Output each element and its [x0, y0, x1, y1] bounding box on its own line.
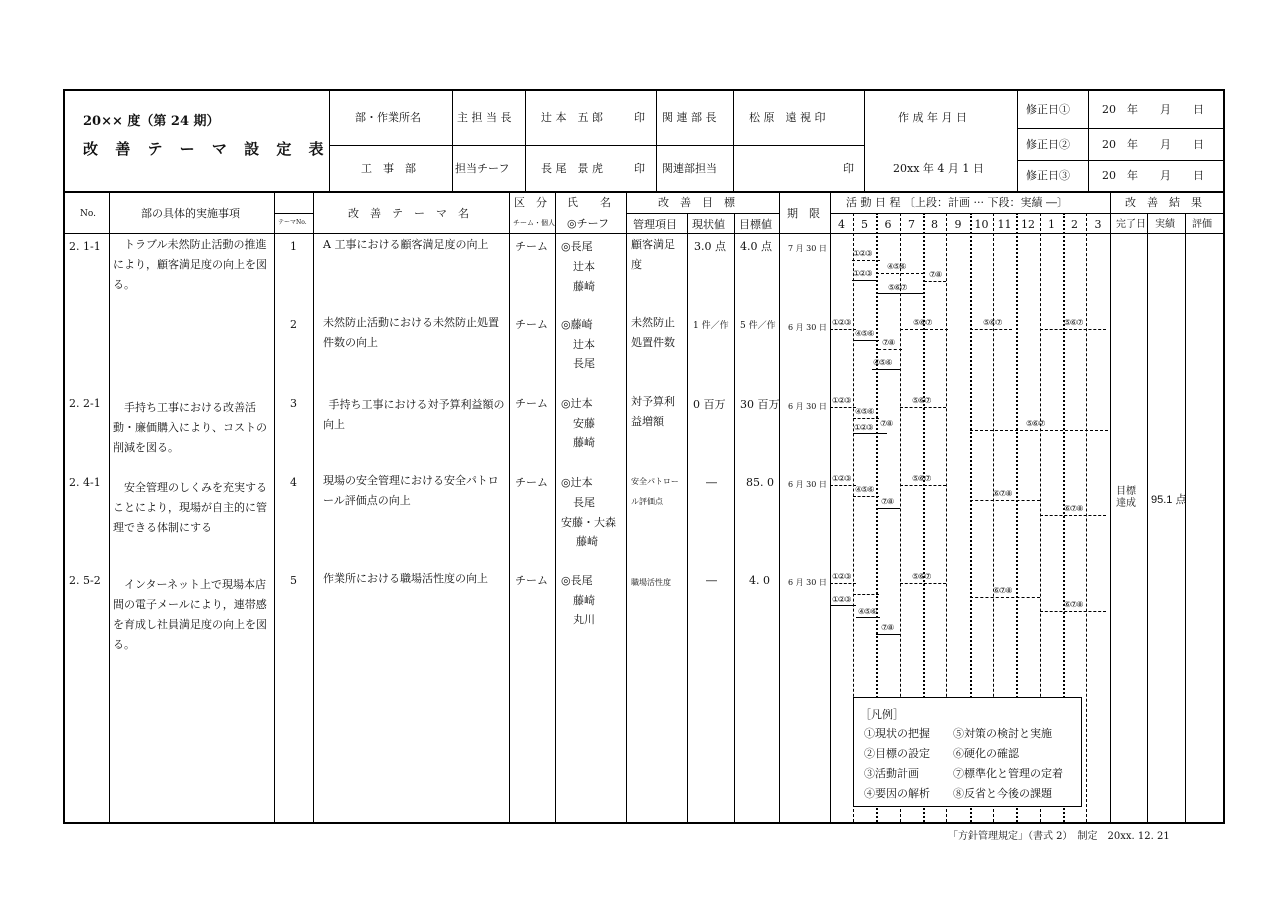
- plan-bar: [970, 430, 1108, 431]
- plan-bar: [900, 407, 946, 408]
- row-target: 30 百万: [740, 398, 780, 411]
- plan-bar: [830, 407, 856, 408]
- col-dept-item: 部の具体的実施事項: [141, 207, 240, 220]
- row-theme-no: 4: [290, 476, 297, 489]
- rel-staff-seal: 印: [843, 162, 854, 175]
- row-no: 2. 1-1: [69, 240, 101, 253]
- step-label: ⑤⑥⑦: [912, 572, 931, 581]
- col-kubun: 区 分: [514, 196, 547, 209]
- row-theme-no: 3: [290, 397, 297, 410]
- step-label: ⑥⑦⑧: [993, 586, 1012, 595]
- colhead-bottom-line: [64, 233, 1224, 234]
- row-dept-item: 手持ち工事における改善活動・廉価購入により、コストの削減を図る。: [113, 401, 267, 454]
- step-label: ①②③: [832, 572, 851, 581]
- manager-seal: 印: [634, 111, 645, 124]
- row-theme: A 工事における顧客満足度の向上: [323, 238, 489, 251]
- legend-title: ［凡例］: [860, 708, 904, 721]
- plan-bar: [853, 496, 879, 497]
- row-name-2: 辻本: [573, 338, 595, 351]
- header-mid-line: [329, 145, 864, 146]
- themeno-sub-line: [274, 213, 313, 214]
- plan-bar: [830, 329, 856, 330]
- footer-note: 「方針管理規定」（書式 2） 制定 20xx. 12. 21: [948, 831, 1170, 842]
- chief-name: 長 尾 景 虎: [541, 162, 603, 175]
- cv-no: [109, 191, 110, 823]
- step-label: ⑤⑥⑦: [913, 318, 932, 327]
- row-goal-item: 安全パトロール評価点: [631, 477, 679, 506]
- row-goal-item: 顧客満足度: [631, 238, 675, 271]
- created-label: 作 成 年 月 日: [898, 111, 967, 124]
- row-theme: 現場の安全管理における安全パトロール評価点の向上: [323, 474, 499, 507]
- step-label: ⑥⑦⑧: [993, 489, 1012, 498]
- row-name-1: ◎藤崎: [561, 318, 593, 331]
- row-target: 4.0 点: [740, 240, 772, 253]
- manager-name: 辻 本 五 郎: [541, 111, 603, 124]
- legend-item: ⑦標準化と管理の定着: [953, 767, 1063, 780]
- row-deadline: 6 月 30 日: [788, 323, 827, 332]
- hv-8: [1088, 89, 1089, 191]
- header-bottom-line: [64, 191, 1224, 193]
- form-title: 改 善 テ ー マ 設 定 表: [83, 140, 330, 158]
- actual-bar: [852, 280, 876, 281]
- row-no: 2. 2-1: [69, 397, 101, 410]
- col-schedule: 活 動 日 程 〔上段：計画 ··· 下段：実績 ―〕: [846, 196, 1068, 209]
- plan-bar: [878, 349, 902, 350]
- row-target: 5 件／作: [740, 321, 776, 331]
- border-left: [63, 89, 65, 824]
- row-deadline: 6 月 30 日: [788, 578, 827, 587]
- row-name-3: 藤崎: [573, 436, 595, 449]
- legend-item: ②目標の設定: [864, 747, 930, 760]
- row-deadline: 7 月 30 日: [788, 244, 827, 253]
- plan-bar: [1040, 611, 1106, 612]
- col-no: No.: [80, 209, 96, 219]
- step-label: ⑤⑥⑦: [1026, 419, 1045, 428]
- row-goal-item: 未然防止処置件数: [631, 316, 675, 349]
- month-label: 8: [931, 218, 938, 231]
- row-name-3: 藤崎: [573, 280, 595, 293]
- col-deadline: 期 限: [787, 207, 820, 220]
- step-label: ⑤⑥⑦: [1064, 318, 1083, 327]
- step-label: ④⑤⑥: [873, 358, 892, 367]
- step-label: ④⑤⑥: [855, 407, 874, 416]
- col-theme: 改 善 テ ー マ 名: [348, 207, 469, 220]
- row-name-1: ◎長尾: [561, 240, 593, 253]
- row-dept-item: インターネット上で現場本店間の電子メールにより，連帯感を育成し社員満足度の向上を図る。: [113, 578, 267, 651]
- hv-4: [656, 89, 657, 191]
- goal-sub-line: [626, 213, 779, 214]
- row-theme-no: 2: [290, 318, 297, 331]
- row-no: 2. 4-1: [69, 476, 101, 489]
- row-kubun: チーム: [515, 397, 548, 410]
- row-deadline: 6 月 30 日: [788, 480, 827, 489]
- col-result-actual: 実績: [1155, 219, 1175, 230]
- cv-goal1: [687, 213, 688, 823]
- month-label: 4: [838, 218, 845, 231]
- actual-bar: [872, 369, 900, 370]
- step-label: ⑥⑦⑧: [1064, 504, 1083, 513]
- month-label: 7: [908, 218, 915, 231]
- step-label: ①②③: [853, 269, 872, 278]
- row-current: 0 百万: [693, 398, 726, 411]
- col-goal: 改 善 目 標: [658, 196, 735, 209]
- border-top: [64, 89, 1224, 91]
- rev-label-1: 修正日①: [1026, 103, 1070, 116]
- col-name: 氏 名: [567, 196, 611, 209]
- row-kubun: チーム: [515, 476, 548, 489]
- plan-bar: [970, 500, 1040, 501]
- legend-item: ①現状の把握: [864, 727, 930, 740]
- step-label: ①②③: [832, 595, 851, 604]
- plan-bar: [853, 418, 879, 419]
- row-theme: 手持ち工事における対予算利益額の向上: [323, 398, 505, 431]
- cv-themeno: [313, 191, 314, 823]
- row-target: 85. 0: [746, 476, 774, 489]
- row-goal-item: 対予算利益増額: [631, 395, 675, 428]
- col-result-eval: 評価: [1192, 219, 1212, 230]
- col-goal-target: 目標値: [739, 218, 772, 231]
- cv-goal3: [779, 191, 780, 823]
- cv-sched-end: [1110, 191, 1111, 823]
- hv-5: [733, 89, 734, 191]
- dept-value: 工 事 部: [361, 162, 416, 175]
- cv-res2: [1185, 213, 1186, 823]
- plan-bar: [1040, 515, 1106, 516]
- actual-bar: [856, 617, 880, 618]
- row-name-2: 藤崎: [573, 594, 595, 607]
- row-kubun: チーム: [515, 240, 548, 253]
- month-label: 1: [1048, 218, 1055, 231]
- month-label: 11: [997, 218, 1012, 231]
- row-name-1: ◎辻本: [561, 397, 593, 410]
- plan-bar: [970, 329, 1012, 330]
- row-theme: 未然防止活動における未然防止処置件数の向上: [323, 316, 499, 349]
- dept-label: 部・作業所名: [355, 111, 421, 124]
- step-label: ①②③: [832, 474, 851, 483]
- row-kubun: チーム: [515, 318, 548, 331]
- step-label: ①②③: [832, 396, 851, 405]
- manager-label: 主 担 当 長: [457, 111, 512, 124]
- actual-bar: [878, 293, 924, 294]
- col-kubun-sub: チーム・個人: [513, 219, 555, 227]
- row-name-2: 辻本: [573, 260, 595, 273]
- row-theme-no: 1: [290, 240, 297, 253]
- row-result-done: 目標達成: [1116, 486, 1136, 509]
- actual-bar: [853, 433, 887, 434]
- rev-value-3: 20 年 月 日: [1102, 169, 1204, 182]
- col-goal-current: 現状値: [692, 218, 725, 231]
- plan-bar: [900, 329, 948, 330]
- row-current: ―: [706, 574, 717, 587]
- month-label: 12: [1021, 218, 1035, 231]
- row-dept-item: トラブル未然防止活動の推進により，顧客満足度の向上を図る。: [113, 238, 267, 291]
- hv-3: [525, 89, 526, 191]
- month-label: 2: [1071, 218, 1078, 231]
- row-theme: 作業所における職場活性度の向上: [323, 572, 488, 585]
- plan-bar: [853, 594, 879, 595]
- row-name-3: 安藤・大森: [561, 516, 616, 529]
- legend-item: ⑤対策の検討と実施: [953, 727, 1052, 740]
- row-dept-item: 安全管理のしくみを充実することにより，現場が自主的に管理できる体制にする: [113, 481, 267, 534]
- cv-theme: [509, 191, 510, 823]
- step-label: ⑦⑧: [881, 623, 894, 632]
- plan-bar: [1040, 329, 1106, 330]
- legend-item: ③活動計画: [864, 767, 919, 780]
- row-result-actual: 95.1 点: [1151, 494, 1187, 506]
- row-current: ―: [706, 476, 717, 489]
- legend-item: ⑥硬化の確認: [953, 747, 1019, 760]
- step-label: ⑤⑥⑦: [912, 474, 931, 483]
- row-target: 4. 0: [749, 574, 770, 587]
- step-label: ④⑤⑥: [855, 485, 874, 494]
- step-label: ⑦⑧: [880, 419, 893, 428]
- row-name-2: 長尾: [573, 496, 595, 509]
- plan-bar: [876, 273, 924, 274]
- plan-bar: [900, 583, 946, 584]
- hv-2: [452, 89, 453, 191]
- month-label: 5: [861, 218, 868, 231]
- step-label: ①②③: [832, 318, 851, 327]
- chief-label: 担当チーフ: [455, 162, 510, 175]
- legend-item: ⑧反省と今後の課題: [953, 787, 1052, 800]
- chief-seal: 印: [634, 162, 645, 175]
- border-bottom: [64, 822, 1224, 824]
- month-sep: [1086, 213, 1087, 822]
- rev-line-1: [1017, 128, 1223, 129]
- month-label: 3: [1094, 218, 1102, 231]
- row-goal-item: 職場活性度: [631, 578, 671, 587]
- step-label: ⑥⑦⑧: [1064, 600, 1083, 609]
- row-kubun: チーム: [515, 574, 548, 587]
- col-result-done: 完了日: [1116, 219, 1146, 230]
- row-name-3: 丸川: [573, 613, 595, 626]
- plan-bar: [852, 260, 880, 261]
- step-label: ⑤⑥⑦: [983, 318, 1002, 327]
- rev-value-1: 20 年 月 日: [1102, 103, 1204, 116]
- rev-value-2: 20 年 月 日: [1102, 138, 1204, 151]
- step-label: ⑤⑥⑦: [912, 396, 931, 405]
- hv-7: [1017, 89, 1018, 191]
- row-name-1: ◎辻本: [561, 476, 593, 489]
- cv-deadline: [830, 191, 831, 823]
- row-theme-no: 5: [290, 574, 297, 587]
- step-label: ①②③: [853, 249, 872, 258]
- cv-item: [274, 191, 275, 823]
- actual-bar: [876, 634, 900, 635]
- row-no: 2. 5-2: [69, 574, 101, 587]
- year-period: 20×× 度（第 24 期）: [83, 114, 220, 129]
- plan-bar: [900, 485, 946, 486]
- hv-6: [864, 89, 865, 191]
- plan-bar: [970, 597, 1040, 598]
- col-result: 改 善 結 果: [1125, 196, 1202, 209]
- cv-res1: [1147, 213, 1148, 823]
- actual-bar: [876, 508, 900, 509]
- actual-bar: [853, 340, 879, 341]
- row-current: 1 件／作: [693, 321, 729, 331]
- step-label: ①②③: [854, 423, 873, 432]
- plan-bar: [830, 583, 856, 584]
- rev-line-2: [1017, 160, 1223, 161]
- step-label: ⑦⑧: [881, 497, 894, 506]
- col-theme-no: テーマNo.: [278, 219, 307, 226]
- month-label: 9: [954, 218, 962, 231]
- cv-kubun: [555, 191, 556, 823]
- month-label: 6: [884, 218, 892, 231]
- rel-manager-label: 関 連 部 長: [662, 111, 717, 124]
- cv-goal2: [734, 213, 735, 823]
- col-name-sub: ◎チーフ: [567, 217, 610, 230]
- rel-staff-label: 関連部担当: [662, 162, 717, 175]
- row-name-1: ◎長尾: [561, 574, 593, 587]
- legend-item: ④要因の解析: [864, 787, 930, 800]
- rel-manager-name: 松 原 遠 視 印: [749, 111, 826, 124]
- step-label: ⑦⑧: [882, 338, 895, 347]
- month-label: 10: [974, 218, 989, 231]
- rev-label-2: 修正日②: [1026, 138, 1070, 151]
- border-right: [1223, 89, 1225, 824]
- created-value: 20xx 年 4 月 1 日: [893, 162, 984, 175]
- row-current: 3.0 点: [694, 240, 726, 253]
- step-label: ④⑤⑥: [855, 329, 874, 338]
- step-label: ⑤⑥⑦: [888, 283, 907, 292]
- actual-bar: [830, 605, 856, 606]
- plan-bar: [924, 281, 946, 282]
- step-label: ④⑤⑥: [887, 262, 906, 271]
- rev-label-3: 修正日③: [1026, 169, 1070, 182]
- step-label: ④⑤⑥: [858, 607, 877, 616]
- row-name-2: 安藤: [573, 417, 595, 430]
- plan-bar: [830, 485, 856, 486]
- row-name-3: 長尾: [573, 357, 595, 370]
- row-deadline: 6 月 30 日: [788, 402, 827, 411]
- col-goal-item: 管理項目: [633, 218, 677, 231]
- sched-sub-line: [830, 213, 1223, 214]
- step-label: ⑦⑧: [929, 270, 942, 279]
- cv-name: [626, 191, 627, 823]
- legend-box: [853, 697, 1082, 807]
- row-name-4: 藤崎: [576, 535, 598, 548]
